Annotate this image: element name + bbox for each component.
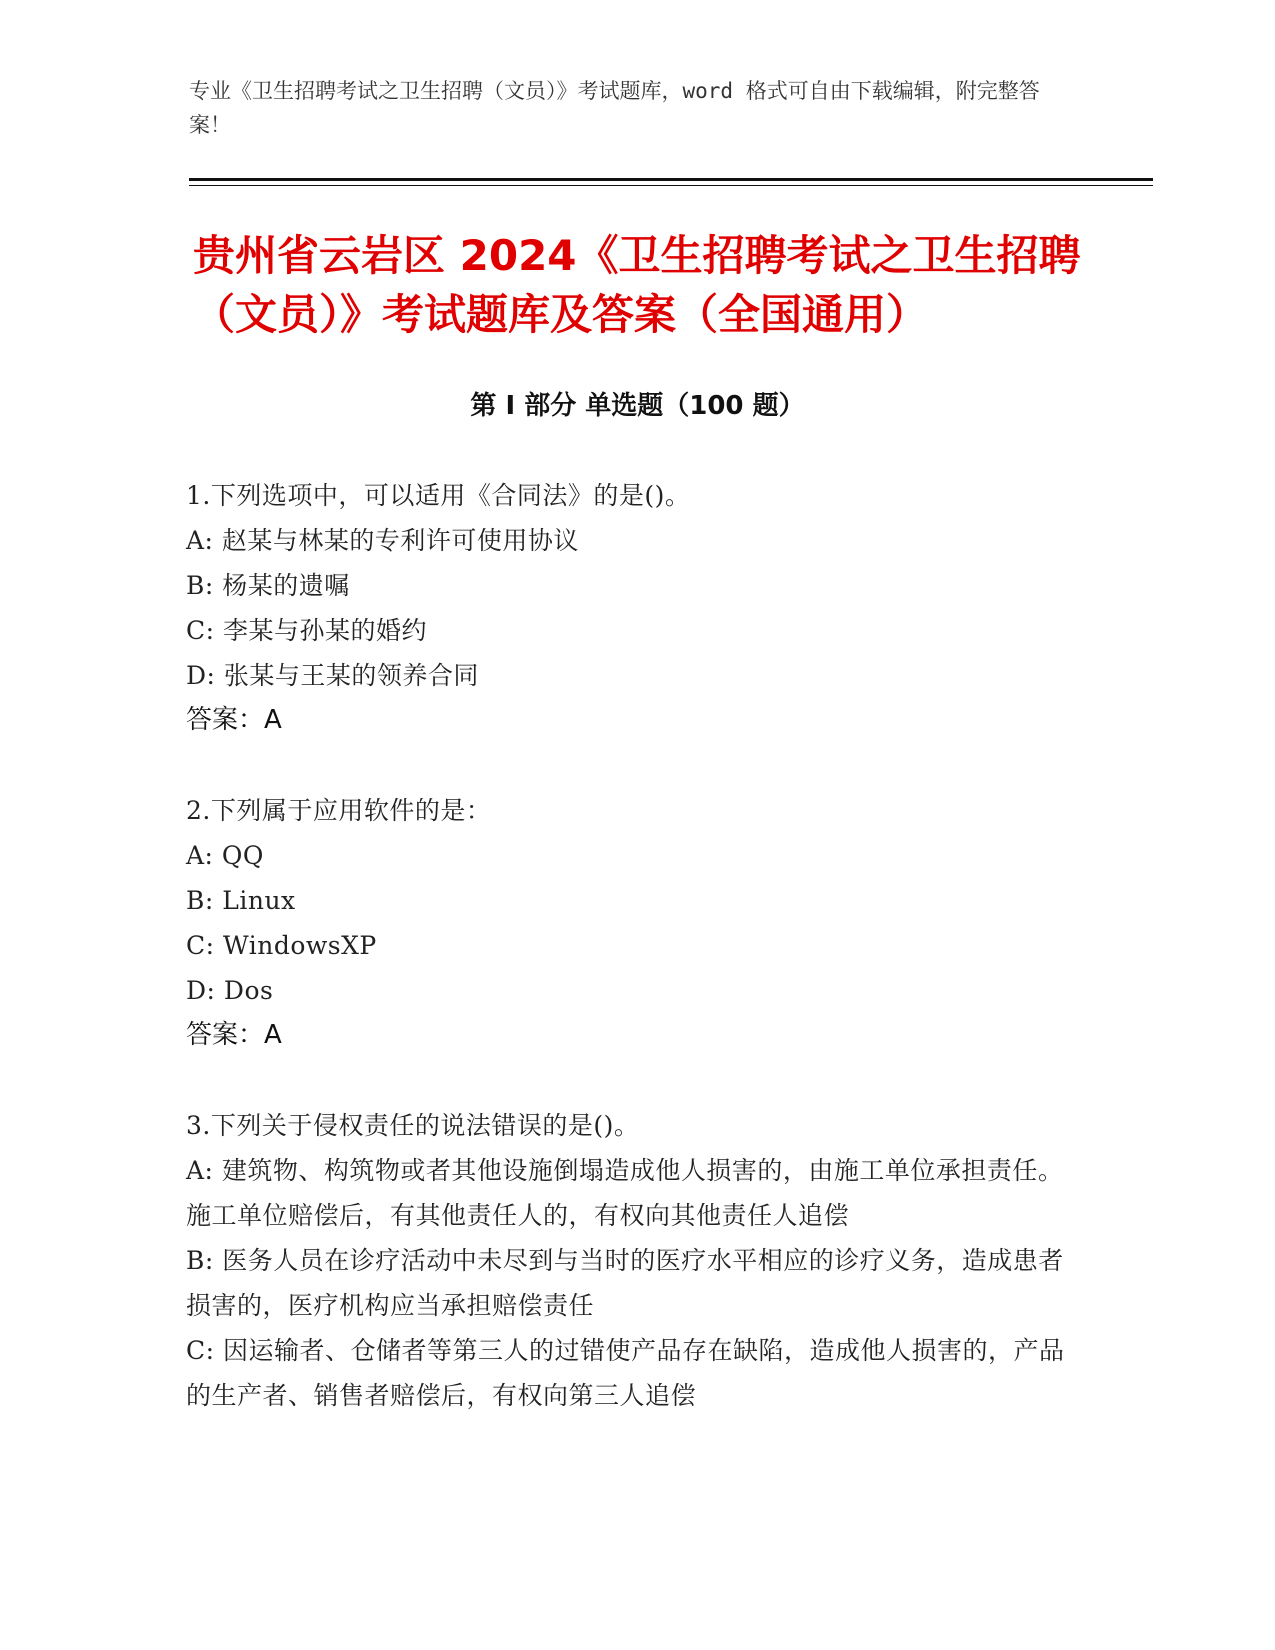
option-a: A: QQ	[186, 841, 264, 870]
document-title: 贵州省云岩区 2024《卫生招聘考试之卫生招聘（文员）》考试题库及答案（全国通用）	[193, 231, 1081, 339]
question-stem: 3.下列关于侵权责任的说法错误的是()。	[186, 1111, 640, 1140]
option-a: A: 赵某与林某的专利许可使用协议	[186, 526, 579, 555]
option-b: B: 杨某的遗嘱	[186, 571, 350, 600]
question-3	[186, 1103, 1076, 1418]
header-note: 专业《卫生招聘考试之卫生招聘（文员）》考试题库，word 格式可自由下载编辑，附完整答案！	[189, 79, 1040, 137]
section-title: 第 I 部分 单选题（100 题）	[470, 391, 805, 421]
header-divider-thin	[189, 185, 1153, 186]
question-2	[186, 788, 1076, 1058]
answer: 答案：A	[186, 705, 282, 735]
option-d: D: Dos	[186, 976, 274, 1005]
question-stem: 2.下列属于应用软件的是：	[186, 796, 492, 825]
header-divider-thick	[189, 178, 1153, 181]
option-b: B: 医务人员在诊疗活动中未尽到与当时的医疗水平相应的诊疗义务，造成患者损害的，医疗机构应当承担赔偿责任	[186, 1246, 1064, 1320]
option-c: C: 李某与孙某的婚约	[186, 616, 427, 645]
option-a: A: 建筑物、构筑物或者其他设施倒塌造成他人损害的，由施工单位承担责任。施工单位赔偿后，有其他责任人的，有权向其他责任人追偿	[186, 1156, 1064, 1230]
option-c: C: WindowsXP	[186, 931, 377, 960]
option-c: C: 因运输者、仓储者等第三人的过错使产品存在缺陷，造成他人损害的，产品的生产者、销售者赔偿后，有权向第三人追偿	[186, 1336, 1065, 1410]
question-list	[186, 473, 1076, 1463]
option-b: B: Linux	[186, 886, 296, 915]
answer: 答案：A	[186, 1020, 282, 1050]
question-1	[186, 473, 1076, 743]
question-stem: 1.下列选项中，可以适用《合同法》的是()。	[186, 481, 691, 510]
option-d: D: 张某与王某的领养合同	[186, 661, 479, 690]
